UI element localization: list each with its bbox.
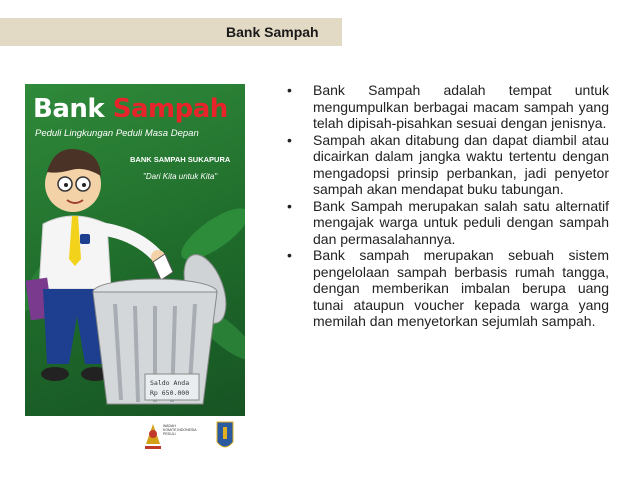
bullet-list: [287, 82, 609, 330]
poster-organization: BANK SAMPAH SUKAPURA: [130, 155, 231, 164]
bullet-item: • Bank Sampah adalah tempat untuk mengumpulkan berbagai macam sampah yang telah dipisah-pisahkan sesuai dengan jenisnya.: [287, 82, 609, 131]
saldo-label: Saldo Anda: [150, 379, 190, 387]
sponsor-logos: [143, 418, 243, 454]
saldo-value: Rp 650.000: [150, 389, 190, 397]
poster-subtitle: Peduli Lingkungan Peduli Masa Depan: [35, 128, 199, 139]
bullet-item: • Bank sampah merupakan sebuah sistem pengelolaan sampah berbasis rumah tangga, dengan memberikan imbalan berupa uang tunai ataupun voucher kepada warga yang memilah dan menyetorkan sejumlah sampah.: [287, 247, 609, 329]
slide-title: Bank Sampah: [226, 24, 319, 40]
org-logo-text: WADAH KOMITE INDONESIA PEDULI: [163, 424, 197, 436]
bank-sampah-poster: [25, 84, 245, 416]
poster-title: Bank Sampah: [33, 94, 228, 124]
bullet-item: • Sampah akan ditabung dan dapat diambil atau dicairkan dalam jangka waktu tertentu dengan mengadopsi prinsip perbankan, jadi penyetor sampah akan mendapat buku tabungan.: [287, 131, 609, 197]
poster-motto: "Dari Kita untuk Kita": [143, 172, 218, 181]
bullet-item: • Bank Sampah merupakan salah satu alternatif mengajak warga untuk peduli dengan sampah dan permasalahannya.: [287, 197, 609, 247]
